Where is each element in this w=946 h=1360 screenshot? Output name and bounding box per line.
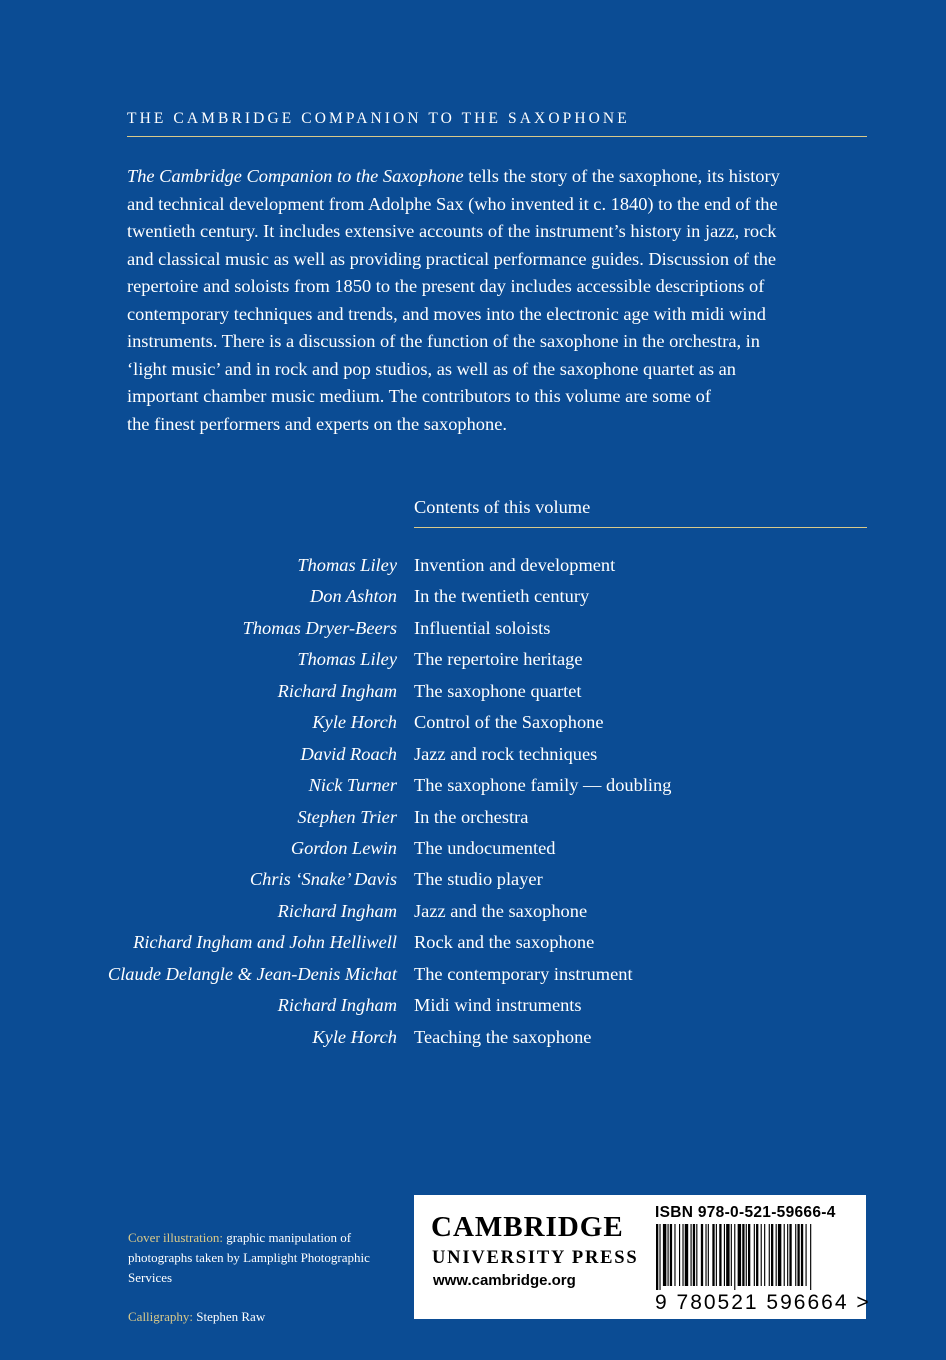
contents-entry <box>0 618 946 649</box>
barcode-bar <box>674 1224 675 1286</box>
contents-entry <box>0 932 946 963</box>
blurb-line: ‘light music’ and in rock and pop studios, as well as of the saxophone quartet as an <box>127 358 736 379</box>
barcode-bar <box>738 1224 741 1286</box>
entry-author: Nick Turner <box>308 775 397 796</box>
cover-credit-text: graphic manipulation of photographs taken by Lamplight Photographic Services <box>128 1230 370 1285</box>
blurb-line: instruments. There is a discussion of the function of the saxophone in the orchestra, in <box>127 331 760 351</box>
entry-author: Richard Ingham <box>277 900 397 921</box>
contents-list <box>0 555 946 1058</box>
entry-chapter: The saxophone family — doubling <box>414 775 672 796</box>
blurb-line: and classical music as well as providing practical performance guides. Discussion of the <box>127 248 777 269</box>
entry-author: Kyle Horch <box>312 1026 397 1047</box>
barcode-bar <box>801 1224 803 1286</box>
contents-entry <box>0 681 946 712</box>
barcode-bar <box>787 1224 788 1286</box>
contents-entry <box>0 838 946 869</box>
barcode-bar <box>668 1224 669 1286</box>
entry-chapter: Control of the Saxophone <box>414 712 604 733</box>
publisher-press: UNIVERSITY PRESS <box>432 1248 639 1268</box>
barcode-bar <box>719 1224 721 1286</box>
entry-chapter: The contemporary instrument <box>414 963 633 984</box>
entry-author: Thomas Liley <box>297 649 397 670</box>
blurb-line: and technical development from Adolphe Sax (who invented it c. 1840) to the end of the <box>127 193 778 214</box>
cover-illustration-credit <box>128 1228 413 1288</box>
blurb-line: twentieth century. It includes extensive accounts of the instrument’s history in jazz, rock <box>127 221 777 241</box>
blurb-line: contemporary techniques and trends, and moves into the electronic age with midi wind <box>127 303 766 324</box>
calligraphy-credit <box>128 1307 413 1327</box>
blurb-line: important chamber music medium. The contributors to this volume are some of <box>127 386 711 406</box>
barcode-bar <box>712 1224 714 1286</box>
blurb-line: the finest performers and experts on the saxophone. <box>127 413 507 434</box>
entry-author: Richard Ingham <box>277 995 397 1016</box>
cover-credit-label: Cover illustration: <box>128 1230 223 1245</box>
entry-chapter: Influential soloists <box>414 617 551 638</box>
barcode-digits: 9 780521 596664 > <box>655 1291 871 1314</box>
entry-chapter: The studio player <box>414 869 543 890</box>
entry-chapter: Rock and the saxophone <box>414 932 595 953</box>
entry-author: David Roach <box>300 743 397 764</box>
barcode-bar <box>682 1224 683 1286</box>
top-rule <box>127 136 867 137</box>
barcode-bar <box>742 1224 744 1286</box>
blurb-line <box>127 163 827 191</box>
barcode-bar <box>778 1224 781 1286</box>
barcode-bar <box>756 1224 758 1286</box>
contents-entry <box>0 744 946 775</box>
barcode-bar <box>795 1224 796 1286</box>
blurb-line-text: tells the story of the saxophone, its history <box>463 166 780 186</box>
barcode-bar <box>696 1224 697 1286</box>
barcode-bar <box>693 1224 695 1286</box>
entry-chapter: The repertoire heritage <box>414 649 583 670</box>
barcode-bar <box>734 1224 735 1290</box>
entry-author: Claude Delangle & Jean-Denis Michat <box>107 963 397 984</box>
barcode-bar <box>670 1224 672 1286</box>
barcode-bar <box>724 1224 725 1286</box>
barcode-bar <box>810 1224 811 1290</box>
entry-chapter: In the twentieth century <box>414 586 590 607</box>
blurb-paragraph <box>127 163 827 438</box>
barcode-bar <box>771 1224 773 1286</box>
barcode-bar <box>769 1224 770 1286</box>
barcode-bar <box>746 1224 747 1286</box>
contents-entry <box>0 775 946 806</box>
contents-entry <box>0 995 946 1026</box>
contents-entry <box>0 964 946 995</box>
barcode-bar <box>789 1224 791 1286</box>
entry-chapter: The saxophone quartet <box>414 680 582 701</box>
contents-entry <box>0 555 946 586</box>
entry-author: Chris ‘Snake’ Davis <box>249 869 397 890</box>
publisher-url: www.cambridge.org <box>433 1272 576 1289</box>
barcode-bar <box>806 1224 807 1286</box>
entry-author: Richard Ingham and John Helliwell <box>133 932 397 953</box>
barcode-bar <box>679 1224 680 1286</box>
barcode-bar <box>754 1224 755 1286</box>
calligraphy-credit-label: Calligraphy: <box>128 1309 193 1324</box>
publisher-barcode-panel <box>414 1195 871 1319</box>
contents-entry <box>0 712 946 743</box>
contents-entry <box>0 901 946 932</box>
barcode-bar <box>726 1224 729 1286</box>
contents-entry <box>0 869 946 900</box>
contents-entry <box>0 586 946 617</box>
entry-author: Thomas Dryer-Beers <box>242 617 397 638</box>
entry-author: Don Ashton <box>309 586 397 607</box>
barcode-bar <box>784 1224 785 1286</box>
barcode-bar <box>748 1224 750 1286</box>
barcode-bar <box>764 1224 765 1286</box>
barcode-bar <box>776 1224 777 1286</box>
entry-chapter: The undocumented <box>414 837 556 858</box>
entry-author: Stephen Trier <box>297 806 397 827</box>
barcode-bar <box>761 1224 762 1286</box>
blurb-book-title: The Cambridge Companion to the Saxophone <box>127 166 464 186</box>
isbn-label: ISBN 978-0-521-59666-4 <box>655 1204 836 1221</box>
entry-author: Kyle Horch <box>312 712 397 733</box>
contents-entry <box>0 649 946 680</box>
publisher-name: CAMBRIDGE <box>431 1211 624 1243</box>
barcode-bar <box>659 1224 660 1290</box>
entry-chapter: Jazz and rock techniques <box>414 743 598 764</box>
barcode-bar <box>708 1224 709 1286</box>
entry-author: Richard Ingham <box>277 680 397 701</box>
barcode-bar <box>731 1224 732 1286</box>
entry-chapter: Invention and development <box>414 555 616 575</box>
entry-chapter: Midi wind instruments <box>414 995 582 1016</box>
barcode-bar <box>701 1224 703 1286</box>
entry-chapter: Jazz and the saxophone <box>414 900 588 921</box>
series-title: THE CAMBRIDGE COMPANION TO THE SAXOPHONE <box>127 110 630 127</box>
contents-entry <box>0 807 946 838</box>
contents-heading: Contents of this volume <box>414 497 591 517</box>
entry-chapter: In the orchestra <box>414 806 529 827</box>
barcode-bar <box>691 1224 692 1286</box>
entry-author: Thomas Liley <box>297 555 397 575</box>
barcode-bar <box>656 1224 658 1290</box>
entry-author: Gordon Lewin <box>290 837 397 858</box>
barcode-bar <box>663 1224 666 1286</box>
contents-rule <box>414 527 867 528</box>
barcode-bar <box>685 1224 688 1286</box>
barcode-bar <box>797 1224 799 1286</box>
calligraphy-credit-text: Stephen Raw <box>193 1309 266 1324</box>
cover-credits <box>128 1228 413 1327</box>
blurb-line: repertoire and soloists from 1850 to the present day includes accessible descriptions of <box>127 276 765 296</box>
barcode-graphic <box>654 1224 859 1290</box>
barcode-bar <box>716 1224 717 1286</box>
contents-entry <box>0 1027 946 1058</box>
barcode-bar <box>705 1224 706 1286</box>
entry-chapter: Teaching the saxophone <box>414 1026 592 1047</box>
